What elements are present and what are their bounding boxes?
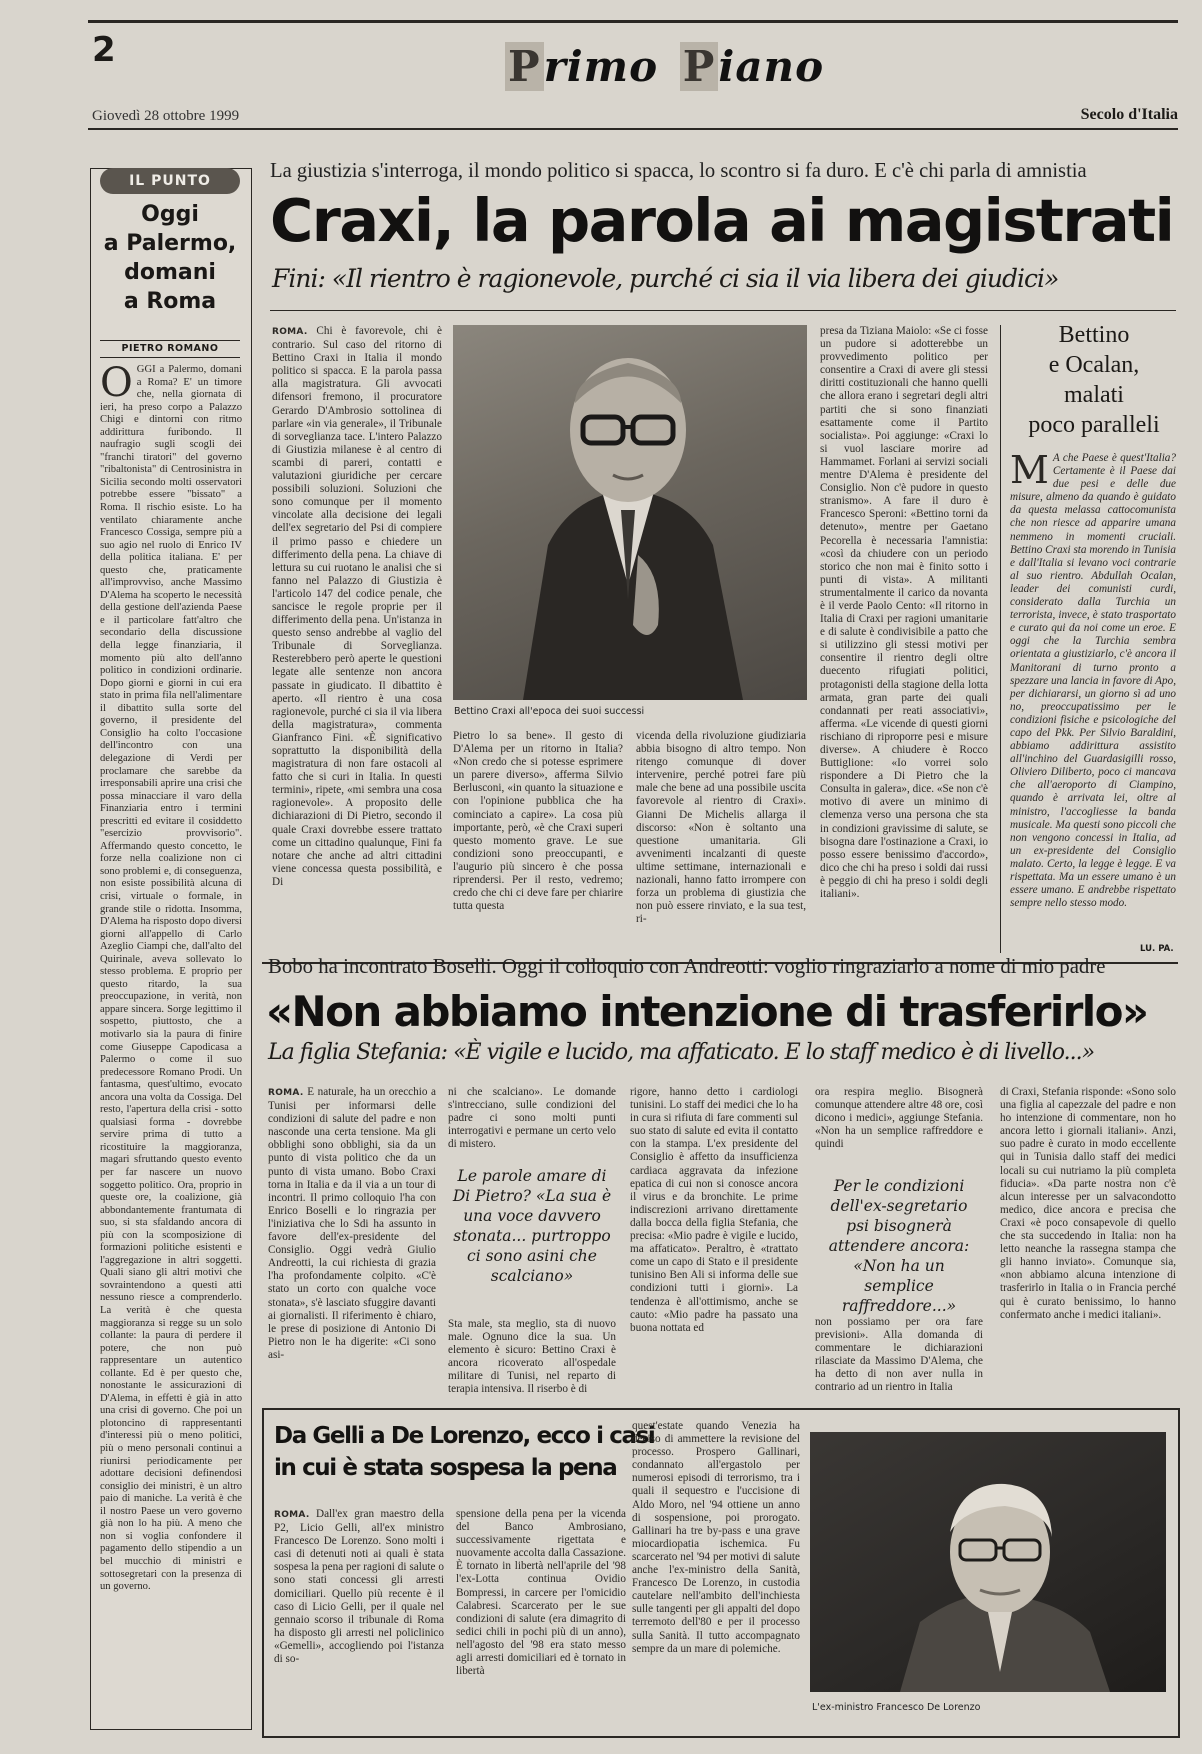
issue-date: Giovedì 28 ottobre 1999 [92, 108, 240, 124]
il-punto-title-line4: a Roma [123, 289, 217, 314]
right-sidebar-title-line2: e Ocalan, [1048, 352, 1140, 378]
right-sidebar-title-line4: poco paralleli [1028, 412, 1160, 438]
third-dateline: ROMA. [274, 1510, 310, 1520]
second-article-col4-bottom: non possiamo per ora fare previsioni». Alla domanda di commentare le dichiarazioni rilasciate da Massimo D'Alema, che ha detto di non aver nulla in contrario ad un rientro in Italia [815, 1316, 983, 1394]
second-kicker: Bobo ha incontrato Boselli. Oggi il colloquio con Andreotti: voglio ringraziarlo a nome di mio padre [268, 955, 1106, 978]
main-subhead-rule [270, 310, 1176, 311]
main-article-col2: Pietro lo sa bene». Il gesto di D'Alema per un ritorno in Italia? «Non credo che si potesse esprimere un parere diverso», afferma Silvio Berlusconi, «in quanto la situazione e con l'opinione pubblica che ha cominciato a capire». La cosa più importante, però, «è che Craxi superi questo momento grave. Le sue condizioni sono preoccupanti, e l'augurio più sincero è che possa riprendersi. Per il resto, vedremo; credo che chi ci deve fare per chiarire tutta questa [453, 730, 623, 913]
il-punto-title-line1: Oggi [141, 202, 199, 227]
second-article-col4-top: ora respira meglio. Bisognerà comunque attendere altre 48 ore, così dicono i medici», aggiunge Stefania. «Non ha un semplice raffreddore e quindi [815, 1086, 983, 1151]
il-punto-author-rule-2 [100, 357, 240, 358]
top-rule [88, 20, 1178, 23]
right-sidebar-title [1008, 320, 1180, 440]
section-title-initial-2: P [680, 42, 719, 91]
right-sidebar-dropcap: M [1010, 448, 1049, 492]
second-pullquote-1: Le parole amare di Di Pietro? «La sua è una voce davvero stonata... purtroppo ci sono asini che scalciano» [452, 1167, 612, 1285]
main-dateline: ROMA. [272, 327, 308, 337]
second-article-col2-top: ni che scalciano». Le domande s'intrecciano, sulle condizioni del padre ci sono molti punti interrogativi e permane un certo velo di mistero. [448, 1086, 616, 1151]
craxi-photo-caption: Bettino Craxi all'epoca dei suoi successi [454, 706, 645, 717]
second-article-col2-bottom: Sta male, sta meglio, sta di nuovo male. Ognuno dice la sua. Un elemento è sicuro: Bettino Craxi è ancora ricoverato all'ospedale militare di Tunisi, nel reparto di terapia intensiva. Il riserbo è di [448, 1318, 616, 1396]
section-title [505, 42, 824, 91]
second-article-col5: di Craxi, Stefania risponde: «Sono solo una figlia al capezzale del padre e non ho intenzione di commentare, non ho ancora letto i giornali italiani». Anzi, suo padre è curato in modo eccellente qui in Tunisia dallo staff dei medici locali su cui nutriamo la più completa fiducia». «Da parte nostra non c'è alcun interesse per un salvacondotto medico, dice ancora e precisa che Craxi «è poco consapevole di quello che sta succedendo in Italia: non ha letto neanche la rassegna stampa che gli hanno inviato». Comunque sia, «non abbiamo alcuna intenzione di trasferirlo in Italia o in Francia perché qui è curato benissimo, lo hanno confermato anche i medici italiani». [1000, 1086, 1176, 1321]
third-article-col2: spensione della pena per la vicenda del Banco Ambrosiano, successivamente rigettata e nuovamente accolta dalla Cassazione. È tornato in libertà nell'aprile del '98 l'ex-Lotta continua Ovidio Bompressi, in carcere per l'omicidio Calabresi. Scarcerato per le sue condizioni di salute (era dimagrito di sedici chili in pochi più di un anno), nell'agosto del '98 era stato messo agli arresti domiciliari ed è tornato in libertà [456, 1508, 626, 1678]
craxi-photo [453, 325, 807, 700]
il-punto-badge: IL PUNTO [100, 168, 240, 194]
main-col1-text: Chi è favorevole, chi è contrario. Sul caso del ritorno di Bettino Craxi in Italia il mondo politico si spacca. E la parola passa alla magistratura. Gli avvocati difensori fremono, il procuratore Gerardo D'Ambrosio sottolinea di parlare «in via generale», il Tribunale di sorveglianza tace. L'intero Palazzo di Giustizia milanese è al centro di scambi di pareri, contatti e valutazioni giuridiche per cercare possibili soluzioni. Soluzioni che sono comunque per il momento vincolate alla decisione dei legali dell'ex segretario del Psi di compiere il primo passo e chiedere un differimento della pena. La chiave di lettura su cui ruotano le analisi che si fanno nel Palazzo di Giustizia è l'articolo 147 del codice penale, che sancisce le regole proprie per il differimento della pena. Un'istanza in questo senso andrebbe al vaglio del Tribunale di Sorveglianza. Resterebbero però aperte le questioni legate alle sentenze non ancora passate in giudicato. Il dibattito è aperto. «Il rientro è una cosa ragionevole, purché ci sia il via libera della magistratura», commenta Gianfranco Fini. «È significativo soprattutto la disponibilità della magistratura di non fare ostacoli al fatto che si curi in Italia. In questi termini», ripete, «mi sembra una cosa ragionevole». A proposito delle dichiarazioni di Di Pietro, secondo il quale Craxi dovrebbe essere trattato come un cittadino qualunque, Fini fa notare che anche ad altri cittadini viene concessa questa possibilità, e Di [272, 325, 443, 888]
il-punto-author-rule [100, 340, 240, 341]
il-punto-title-line3: domani [124, 260, 216, 285]
third-article-col1 [274, 1508, 444, 1726]
newspaper-name: Secolo d'Italia [1080, 106, 1178, 123]
third-headline-line1: Da Gelli a De Lorenzo, ecco i casi [274, 1423, 655, 1449]
right-sidebar-article [1010, 448, 1176, 940]
second-headline: «Non abbiamo intenzione di trasferirlo» [266, 987, 1148, 1036]
section-title-initial-1: P [505, 42, 544, 91]
page-number: 2 [92, 30, 116, 70]
second-subhead: La figlia Stefania: «È vigile e lucido, ma affaticato. E lo staff medico è di livello...» [268, 1040, 1095, 1065]
section-title-word-1: rimo [543, 42, 659, 91]
third-headline-line2: in cui è stata sospesa la pena [274, 1455, 617, 1481]
main-subhead: Fini: «Il rientro è ragionevole, purché ci sia il via libera dei giudici» [272, 264, 1059, 293]
right-sidebar-signature: LU. PA. [1140, 944, 1174, 954]
second-dateline: ROMA. [268, 1088, 304, 1098]
main-article-col1 [272, 325, 442, 957]
second-article-col3: rigore, hanno detto i cardiologi tunisini. Lo staff dei medici che lo ha in cura si rifiuta di fare commenti sul suo stato di salute ed evita il contatto con la stampa. L'ex presidente del Consiglio è affetto da insufficienza cardiaca aggravata da infezione epatica di cui non si conosce ancora il virus e da bronchite. Le prime indiscrezioni arrivano direttamente dalla bocca della figlia Stefania, che precisa: «Mio padre è vigile e lucido, ma affaticato». Peraltro, è «trattato come un capo di Stato e il presidente tunisino Ben Ali si informa delle sue condizioni tutti i giorni». La tendenza è all'ottimismo, anche se cauto: «Mio padre ha passato una buona nottata ed [630, 1086, 798, 1334]
section-title-word-2: iano [718, 42, 825, 91]
de-lorenzo-photo-caption: L'ex-ministro Francesco De Lorenzo [812, 1702, 981, 1713]
de-lorenzo-photo-illustration [810, 1432, 1166, 1692]
right-sidebar-text: A che Paese è quest'Italia? Certamente è il Paese dai due pesi e delle due misure, almeno da quando è guidato da questa melassa cattocomunista che non riesce ad apparire umana nemmeno in momenti cruciali. Bettino Craxi sta morendo in Tunisia e dall'Italia si levano voci contrarie al suo rientro. Abdullah Ocalan, leader dei comunisti curdi, considerato dalla Turchia un terrorista, invece, è stato trasportato e curato qui da noi come un eroe. E oggi che la Turchia sembra orientata a giustiziarlo, c'è ancora il Manitorani di turno pronto a spezzare una lancia in favore di Apo, per dichiararsi, un giorno sì ad uno no, preoccupatissimo per le condizioni fisiche e psicologiche del capo del Pkk. Per Silvio Baraldini, abbiamo addirittura assistito all'inchino del Guardasigilli rosso, Oliviero Diliberto, poco ci mancava che all'aeroporto di Ciampino, quando è arrivata lei, oltre al ministro, l'accogliesse la banda musicale. Ma questi sono piccoli che non vengono concessi in Italia, ad un ex-presidente del Consiglio malato. Certo, la legge è legge. E va rispettata. Ma un essere umano è un essere umano. E andrebbe rispettato sempre nello stesso modo. [1010, 452, 1176, 910]
main-kicker: La giustizia s'interroga, il mondo politico si spacca, lo scontro si fa duro. E c'è chi parla di amnistia [270, 160, 1087, 182]
right-sidebar-title-line3: malati [1064, 382, 1124, 408]
third-headline [274, 1420, 655, 1484]
third-article-col3: quest'estate quando Venezia ha deciso di ammettere la revisione del processo. Prospero Gallinari, condannato all'ergastolo per numerosi episodi di terrorismo, tra i quali il sequestro e l'uccisione di Aldo Moro, nel '94 ottiene un anno di sospensione, poi prorogato. Gallinari ha tre by-pass e una grave miocardiopatia ischemica. Fu scarcerato nel '94 per motivi di salute anche l'ex-ministro della Sanità, Francesco De Lorenzo, in custodia cautelare nell'ambito dell'inchiesta sulle tangenti per gli appalti del dopo terremoto dell'80 e per il processo sulla Sanità. Il tutto accompagnato sempre da un mare di polemiche. [632, 1420, 800, 1655]
craxi-photo-illustration [453, 325, 807, 700]
second-col1-text: E naturale, ha un orecchio a Tunisi per informarsi delle condizioni di salute del padre e non nasconde una certa tensione. Ma gli obblighi sono obblighi, sia da un punto di vista politico che da un punto di vista umano. Bobo Craxi torna in Italia e da il via a un tour di incontri. Il primo colloquio l'ha con Enrico Boselli e lo ringrazia per l'iniziativa che lo Sdi ha assunto in favore dell'ex-presidente del Consiglio. Oggi vedrà Giulio Andreotti, la cui richiesta di grazia l'ha profondamente colpito. «C'è stato un corto con qualche voce stonata», s'è lasciato sfuggire davanti ai giornalisti. Il riferimento è chiaro, le prese di posizione di Antonio Di Pietro non le ha digerite: «Ci sono asi- [268, 1086, 436, 1361]
il-punto-title-line2: a Palermo, [103, 231, 237, 256]
main-article-col4: presa da Tiziana Maiolo: «Se ci fosse un pudore si adotterebbe un provvedimento politico per consentire a Craxi di avere gli stessi diritti costituzionali che hanno quelli che allora erano i segretari degli altri partiti che si sono finanziati esattamente come il Partito socialista». Poi aggiunge: «Craxi lo si vuol lasciare morire ad Hammamet. Forlani ai servizi sociali mentre D'Alema è presidente del Consiglio. Non c'è pudore in questo stranismo». A fare il duro è Francesco Speroni: «Bettino torni da detenuto», mentre per Gaetano Pecorella è necessaria l'amnistia: «così da chiudere con un periodo storico che non mai è finito sotto i punti di vista». A militanti strumentalmente il carico da novanta è il verde Paolo Cento: «Il ritorno in Italia di Craxi per ragioni umanitarie e di salute è condivisibile a patto che si utilizzino gli stessi motivi per consentire il rientro degli oltre duecento rifugiati politici, protagonisti della stagione della lotta armata, gran parte dei quali condannati per reati associativi», afferma. «Le vicende di questi giorni rischiano di riproporre pesi e misure diverse». A chiudere è Rocco Buttiglione: «Io vorrei solo rispondere a Di Pietro che la Consulta in galera», dice. «Se non c'è motivo di avere un minimo di clemenza verso una persona che sta in condizioni gravissime di salute, se bisogna dare l'ostinazione a Craxi, io posso essere benissimo d'accordo», dico che chi ha preso i soldi dai russi è peggio di chi ha preso i soldi degli italiani». [820, 325, 988, 901]
il-punto-title [92, 200, 248, 316]
il-punto-author: PIETRO ROMANO [121, 343, 219, 354]
third-col1-text: Dall'ex gran maestro della P2, Licio Gelli, all'ex ministro Francesco De Lorenzo. Sono molti i casi di detenuti noti ai quali è stata sospesa la pena per ragioni di salute o sono stati concessi gli arresti domiciliari. Quello più recente è il caso di Licio Gelli, per il quale nel gennaio scorso il tribunale di Roma ha disposto gli arresti nel policlinico «Gemelli», accogliendo poi l'istanza di so- [274, 1508, 445, 1666]
main-headline: Craxi, la parola ai magistrati [270, 186, 1174, 255]
second-article-col1 [268, 1086, 436, 1396]
de-lorenzo-photo [810, 1432, 1166, 1692]
second-pullquote-2: Per le condizioni dell'ex-segretario psi bisognerà attendere ancora: «Non ha un semplice raffreddore...» [828, 1177, 970, 1315]
il-punto-article [100, 360, 242, 1720]
header-rule [88, 128, 1178, 130]
il-punto-text: GGI a Palermo, domani a Roma? E' un timore che, nella giornata di ieri, ha preso corpo a Palazzo Chigi e dintorni con ritmo addirittura furibondo. Il naufragio sugli scogli dei "franchi tiratori" del governo "ribaltonista" di Centrosinistra in Sicilia secondo molti osservatori potrebbe essere "bissato" a Roma. Il rischio esiste. Lo ha ventilato chiaramente anche Francesco Cossiga, sempre più a suo agio nel ruolo di Enrico IV della politica italiana. E' per questo che, praticamente all'improvviso, anche Massimo D'Alema ha scoperto le necessità della gestione dell'azienda Paese e il particolare fatt'altro che secondario della discussione della legge finanziaria, il momento più alto dell'anno politico in condizioni ordinarie. Dopo giorni e giorni in cui era stato in prima fila nell'alimentare il dibattito sulla sorte del governo, il presidente del Consiglio ha colto l'occasione dell'incontro con una delegazione di Verdi per proclamare che sarebbe da irresponsabili aprire una crisi che possa minacciare il varo della Finanziaria entro i termini prescritti ed evitare il cosiddetto "esercizio provvisorio". Affermando questo concetto, le forze nella coalizione non ci sono problemi e, di conseguenza, non esiste possibilità alcuna di crisi, virtuale o formale, in grande stile o ridotta. Insomma, D'Alema ha risposto dopo diversi giorni all'appello di Carlo Azeglio Ciampi che, dall'alto del Quirinale, aveva sollevato lo stesso problema. E proprio per questo ritardo, la sua preoccupazione, in verità, non appare sincera. Sorge legittimo il sospetto, piuttosto, che a motivarlo sia la paura di finire come Giuseppe Capodicasa a Palermo o come il suo predecessore Romano Prodi. Un fantasma, quest'ultimo, evocato ancora una volta da Cossiga. Del resto, l'apertura della crisi - sotto qualsiasi forma - dovrebbe servire prima di tutto a ricostituire la maggioranza, magari sfruttando questo evento per far nascere un nuovo soggetto politico. Ora, proprio in queste ore, la coalizione, già abbondantemente frantumata di suo, si sta sfaldando ancora di più con la scomposizione di formazioni politiche esistenti e l'aggregazione in altri soggetti. Quali siano gli altri motivi che sovraintendono a questi atti nessuno riesce a comprenderlo. La verità è che questa maggioranza si regge su un solo collante: la paura di perdere il potere, che non può rappresentare un autentico collante. Ed è per questo che, nonostante le assicurazioni di D'Alema, in effetti è già in atto una crisi di governo. Che poi un plotoncino di rappresentanti d'interessi più o meno politici, più o meno personali continui a riunirsi periodicamente per adottare decisioni definendosi consiglio dei ministri, è un altro paio di maniche. La verità è che il nostro Paese un vero governo già non lo ha più. A meno che non si voglia confondere il pagamento dello stipendio a un bel mucchio di ministri e sottosegretari con la presenza di un governo. [100, 364, 242, 1593]
main-article-col3: vicenda della rivoluzione giudiziaria abbia bisogno di altro tempo. Non ritengo comunque di dover intervenire, perché potrei fare più male che bene ad una possibile uscita favorevole al rientro di Craxi». Gianni De Michelis allarga il discorso: «Non è soltanto una questione umanitaria. Gli avvenimenti incalzanti di queste ultime settimane, internazionali e nazionali, hanno fatto irrompere con forza un problema di giustizia che non può essere rinviato, e la sua test, ri- [636, 730, 806, 926]
il-punto-dropcap: O [100, 360, 133, 406]
right-sidebar-title-line1: Bettino [1058, 322, 1130, 348]
right-sidebar-divider [1000, 325, 1001, 953]
